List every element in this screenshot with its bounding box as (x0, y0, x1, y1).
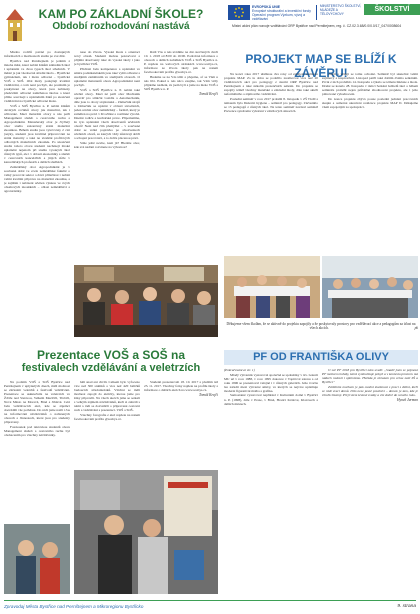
article2-signature: Tomáš Krejčí (198, 392, 218, 397)
article1-signature: Tomáš Krejčí (198, 91, 218, 96)
paragraph: Poslední seminář v roce 2017 proběhl 8. listopadu v ZŠ TGM a tématem byla Duševní hygiena – seminář pro pedagogy. Zúčastnilo se 15 pedagogů z různých škol. Na tento seminář navázal seminář Prevence syndromu vyhoření v zátěžových situacích. (224, 96, 318, 114)
section-badge: ŠKOLSTVÍ (364, 4, 420, 15)
article3-caption: Děkujeme všem školám, že se aktivně do projektu zapojily a že poskytovaly prostory pro vzdělávací akce a pedagogům za účast na všech akcích. pk (226, 322, 418, 331)
article1-col-mid (74, 50, 140, 262)
paragraph: Do konce projektu zbývá pouze poslední jednání pracovních skupin a samotné ukončení realizace projektu MAP II. Děkujeme všem zapojeným za spolupráci. (322, 96, 418, 109)
page-footer (0, 600, 420, 614)
article3-col-left (224, 72, 318, 252)
paragraph: O své PF 2018 pro Bystřici nám uvedl: „Snažil jsem se pojmout PF motivem hvězdy, která symbolizuje pohyb a v kontextu prostoru má nádech radosti i optimismu. Hvězda je obrazem pro celou naši ZŠ a Bystřici." (322, 368, 418, 385)
paragraph: chtějí a věnují se tomu ochotně. Seminář byl skutečně velmi zajímavý a inspirativní. Listopad patřil také dalším dvěma setkáním. První z nich proběhlo 14. listopadu a týkalo se tématu Inkluze a škola. Druhé se konalo 28. listopadu v rámci Setkání ředitelů škol a během semináře proběhl nejen průběžné zhodnocení projektu, ale i jeho plánované vyhodnocení. (322, 72, 418, 97)
paragraph: Rádi Vás u nás uvidíme na dni otevřených dveří 10. 1. 2018 od 8:00 do 16:00. Podrobné informace o oborech a dalších nabídkách VOŠ a SOŠ Bystřice n. P. najdete na webových stránkách www.sosbys.cz, informace ze života školy pak na našem facebookovém profilu @sosbys.cz. (144, 50, 218, 75)
article2-title-line2: festivalech vzdělávání a veletrzích (21, 362, 201, 374)
article2-col-mid (74, 380, 140, 464)
paragraph: Přichází řada kompetence a uplatnění ve směru podnikatelském jsou také vyšší odborné a studijním zaměřením ve studijních oborech. O uplatnění maturantů oboru Agropodnikání není pochyb. (74, 66, 140, 87)
eu-title: EVROPSKÁ UNIE (252, 5, 281, 9)
article4-signature: Hynek Jurman (396, 397, 418, 402)
article4-col-right (322, 368, 418, 594)
paragraph: Všechny fotografie z akcí najdete na našem facebookovém profilu @sosbys.cz. (74, 412, 140, 422)
article3-signature: pk (414, 326, 418, 331)
paragraph: Mladý výtvarník vystavoval společně se spolužáky v tzv. Galerii MU už v roce 1988, v roce 1995 dokonce v Topičově salonu a od roku 1996 se prezentoval veřejně i v různých galeriích. Jeho tvorbu lze zařadit mezi výtvarné směry, ve kterých se nejvíce uplatňuje moderní figurativní malba a grafika. (224, 372, 318, 393)
article4-col-left (224, 368, 318, 594)
seminar-photo-1 (224, 256, 320, 318)
article2-col-left (4, 380, 70, 520)
article1-col-right (144, 50, 218, 262)
article1-title-line1: KAM PO ZÁKLADNÍ ŠKOLE? (38, 7, 204, 21)
article1-col-left (4, 50, 70, 338)
article4-title: PF OD FRANTIŠKA OLIVY (253, 351, 389, 363)
paragraph: VOŠ a SOŠ Bystřice n. P. nabízí také učební obory. Mezi ně patří obor Mechanik opravář pro silniční vozidla a Automechanik, dále jsou to obory stojírenské – Zámečník strojů a Zámečník se uplatní v oblasti stavebních, jeden učební obor zemědělský – farmář, který je zaměřen na práci v živočišné a rostlinné výrobě. Dnešní rodiče a kuchařské práce. Připomeňme, že tyto uplatnění všech absolventů učebních oborů! Není nad čím přemýšlet – v současné době se velká poptávka po absolventech učebních oborů, ze kterých vždy zůstávají dobří a schopní pracovníci, a to dobře placenou práci. (74, 87, 140, 141)
article2-title-line1: Prezentace VOŠ a SOŠ na (36, 348, 186, 362)
paragraph: Na podzim VOŠ a SOŠ Bystřice nad Pernštejnem v uplynulých dnech, měli možnost se zúčastnit veletrhů a festivalů vzdělávání. Prezentace se uskutečnila na veletrzích ve Žďáře nad Sázavou, Velkém Meziříčí, Třebíči, Nové Město na Moravě, Brně a Jihlavě. Celá řada vzdělávacích akcí, kde se zájemci dozvěděli vše potřebné. Do nich jsme našli i čas na informování návštěvníků o nabízených oborech a činnostech, které jsou pro studenty připraveny. (4, 380, 70, 425)
paragraph: Mnoho rodičů patrně po dostupných informacích o možnostech studia po své dítě. (4, 50, 70, 59)
paragraph: Stále ještě nevíte, kam jít? Hledáte obor, kde své nadání rozvinete na výbornou? (74, 140, 140, 149)
paragraph: Samostatně vystavoval například v Kulturním domě v Bystřici n. P. (1998), dále v Praze, v Brně, Hradci Králové, Klatovech a dalších městech. (224, 393, 318, 406)
ministry-logo: MINISTERSTVO ŠKOLSTVÍ, MLÁDEŽE A TĚLOVÝCHOVY (316, 5, 362, 20)
article1-title (28, 8, 214, 33)
paragraph: Bystřice nad Pernštejnem je jedním z mnoha měst, které nabízí žákům základních škol i uplatnění ve dvou typech škol středních. V městě je jak všeobecná střední škola – Bystřické gymnázium, tak i škola odborná – bystřická VOŠ a SOŠ. Obě školy poskytují kvalitní vzdělávání, o tom není pochyb, ale posláním je poskytnout na obory, které jsou nabízeny především odborně zaměřenou školou a které přímo souvisejí s uplatněním žáků po skončení vzdělávání na bystřické odborné škole. (4, 58, 70, 104)
article3-col-right (322, 72, 418, 252)
article1-title-line2: Období rozhodování nastává (52, 21, 190, 32)
paragraph: hálí snad ani chvíli. Celkem bylo vyfoceno více než 300 snímků a více než 420 balíčků budoucích středoškoláků. Všichni se měli možnost zapojit do aktivity, kterou jsme pro žáky připravili. Na všech akcích jsme se setkali s velkým zájmem návštěvníků, kteří si zahráli s námi a rádi se dozvěděli o připravené cestovní ruch a vzdělávání s prezentací. VOŠ a SOŠ. (74, 380, 140, 413)
article3-title: PROJEKT MAP SE BLÍŽÍ K ZÁVĚRU! (245, 52, 397, 80)
project-info: Místní akční plán rozvoje vzdělávání ORP Bystřice nad Pernštejnem, reg. č. CZ.02.3.68/0.0/0.0/17_047/0008604 (232, 24, 402, 28)
eu-programme: Operační program Výzkum, vývoj a vzdělávání (252, 13, 305, 21)
festival-photo (74, 470, 218, 594)
students-photo (74, 265, 218, 337)
paragraph: nese do života. Vysoká škola s orientací nový obsah. Studenti mohou pokračovat a přijímá absolventy také do vysoké školy i jako je bystřická VOŠ. (74, 50, 140, 67)
eu-funds: Evropské strukturální a investiční fondy (252, 9, 311, 13)
paragraph: Budeme se na Vás těšit a přejeme, ať se Vám u nás líbí. Pokud u nás něco zaujme, tak Vám vždy přijdeme nadšení, že jsem byli a jsme na škole VOŠ a SOŠ Bystřice n. P. (144, 74, 218, 92)
paragraph: Zemědělský obor Agropodnikání je v současné době ve zcela zemědělské fakultě o velký pracovní sektor a dává příležitost i nabízí velmi kvalitní přípravu na maturitní zkoušku, a je zajištěn i nabízení učeben výukou ve svých obsahových zkouškách – oblast zemědělství a agroturistiky. (4, 165, 70, 194)
article4-title-bar (224, 350, 418, 365)
paragraph: (Pokračování ze str. 1) (224, 368, 255, 372)
paragraph: Na konci roku 2017 uběhnou dva roky od zahájení realizace projektu MAP. Za tu dobu se podařilo zrealizovat více než 20 vzdělávacích akcí pro pedagogy z území ORP Bystřice nad Pernštejnem a také několik prezenčních setkání. Do projektu se zapojily téměř všechny mateřské a základní školy, dále také aktéři neformálního a zájmového vzdělávání. (224, 72, 318, 97)
article2-title (4, 349, 218, 375)
page-number: 9. strana (397, 604, 416, 609)
paragraph: Fotokoutek pod taktovkou studentů oboru Management služeb a cestovního ruchu byl obohacením pro všechny návštěvníky. (4, 425, 70, 438)
school-building-icon (5, 5, 25, 45)
paragraph: Zvláštním motivem je pak osobní zkušenost s prací s dětmi, kteří se rádi vrací domů. Dílo nese jasné poselství – domov je tam, kde je člověk šťastný. Přeji všem krásné svátky a vše dobré do nového roku. (322, 384, 418, 397)
seminar-photo-2 (322, 256, 418, 318)
paragraph: VOŠ a SOŠ Bystřice n. P. nabízí žákům devátých ročníků obory jak maturitní, tak i učňovské. Mezi maturitní obory u nás patří Management služeb a cestovního ruchu a Agropodnikání. Manažerský obor je čtyřletý obor studia zakončený státní maturitní zkouškou. Během studia jsou vyučovány 2 cizí jazyky, studenti jsou kvalitně připravováni na státní maturity a také na uvádění profilových odborných maturitních zkoušek. Po ukončení studia tohoto oboru studenti nacházejí široké uplatnění nejenom při studiu vysokých škol různých typů, ale i v oblasti ekonomiky a služeb v cestovních kancelářích a jiných sféře v kancelářských profesích a dalších službách. (4, 103, 70, 165)
festival-side-photo (4, 524, 70, 594)
paragraph: Studenti prezentovali 18. 10. 2017 a předtím též 23. 11. 2017. Všechny fotky najdete na profilu školy a informace o dalších akcích na www.sosbys.cz. (144, 380, 218, 393)
eu-flag-logo (228, 5, 250, 20)
footer-text: Zpravodaj Města Bystřice nad Pernštejnem a Mikroregionu Bystřicko (4, 604, 144, 609)
article2-col-right (144, 380, 218, 464)
